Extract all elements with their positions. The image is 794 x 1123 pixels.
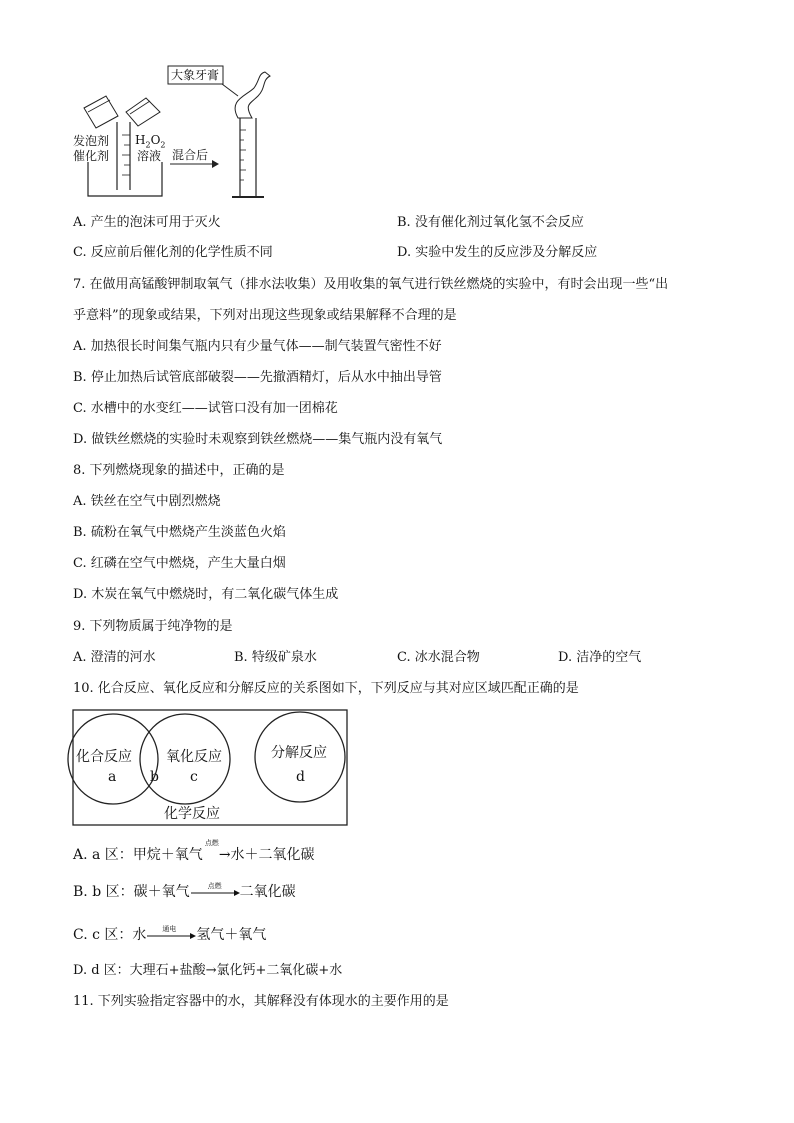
q10-option-c[interactable]: C. c 区：水 通电 氢气＋氧气 <box>73 925 267 943</box>
q6-option-d[interactable]: D. 实验中发生的反应涉及分解反应 <box>397 245 598 260</box>
long-arrow-icon <box>146 925 196 945</box>
long-arrow-icon <box>190 882 240 902</box>
condition-electrolysis: 通电 <box>162 925 177 933</box>
q6-option-a[interactable]: A. 产生的泡沫可用于灭火 <box>73 215 221 230</box>
q9-option-b[interactable]: B. 特级矿泉水 <box>234 650 317 665</box>
q7-stem-line-2: 乎意料”的现象或结果，下列对出现这些现象或结果解释不合理的是 <box>73 308 457 323</box>
q7-option-a[interactable]: A. 加热很长时间集气瓶内只有少量气体——制气装置气密性不好 <box>73 339 442 354</box>
label-solution: 溶液 <box>137 149 162 163</box>
label-catalyst: 催化剂 <box>73 149 110 163</box>
arrow-icon: → <box>218 847 231 863</box>
q9-option-d[interactable]: D. 洁净的空气 <box>558 650 642 665</box>
venn-label-a: a <box>108 769 117 785</box>
q11-stem: 11. 下列实验指定容器中的水，其解释没有体现水的主要作用的是 <box>73 994 449 1009</box>
q9-option-a[interactable]: A. 澄清的河水 <box>73 650 156 665</box>
q6-option-c[interactable]: C. 反应前后催化剂的化学性质不同 <box>73 245 273 260</box>
condition-ignite-a: 点燃 <box>204 839 219 847</box>
venn-label-combination: 化合反应 <box>76 749 132 765</box>
condition-ignite-b: 点燃 <box>207 882 222 890</box>
venn-label-d: d <box>296 769 305 785</box>
q8-option-c[interactable]: C. 红磷在空气中燃烧，产生大量白烟 <box>73 556 286 571</box>
q7-option-c[interactable]: C. 水槽中的水变红——试管口没有加一团棉花 <box>73 401 338 416</box>
q10-option-b[interactable]: B. b 区：碳＋氧气 点燃 二氧化碳 <box>73 882 296 900</box>
label-elephant-toothpaste: 大象牙膏 <box>171 68 220 82</box>
venn-label-b: b <box>150 769 159 785</box>
label-after-mixing: 混合后 <box>172 148 209 162</box>
q10-option-d[interactable]: D. d 区：大理石+盐酸→氯化钙+二氧化碳+水 <box>73 963 343 978</box>
label-foaming-agent: 发泡剂 <box>73 134 110 148</box>
q7-option-d[interactable]: D. 做铁丝燃烧的实验时未观察到铁丝燃烧——集气瓶内没有氧气 <box>73 432 443 447</box>
q8-option-d[interactable]: D. 木炭在氧气中燃烧时，有二氧化碳气体生成 <box>73 587 339 602</box>
q6-option-b[interactable]: B. 没有催化剂过氧化氢不会反应 <box>397 215 584 230</box>
q9-option-c[interactable]: C. 冰水混合物 <box>397 650 480 665</box>
q7-option-b[interactable]: B. 停止加热后试管底部破裂——先撤酒精灯，后从水中抽出导管 <box>73 370 442 385</box>
q8-option-b[interactable]: B. 硫粉在氧气中燃烧产生淡蓝色火焰 <box>73 525 286 540</box>
q8-stem: 8. 下列燃烧现象的描述中，正确的是 <box>73 463 285 478</box>
venn-label-c: c <box>190 769 198 785</box>
venn-label-oxidation: 氧化反应 <box>166 749 222 765</box>
q10-option-a[interactable]: A. a 区：甲烷＋氧气 点燃 →水＋二氧化碳 <box>73 839 315 863</box>
venn-label-decomposition: 分解反应 <box>271 745 327 761</box>
q7-stem-line-1: 7. 在做用高锰酸钾制取氧气（排水法收集）及用收集的氧气进行铁丝燃烧的实验中，有时会出现一些“出 <box>73 277 669 292</box>
q10-stem: 10. 化合反应、氧化反应和分解反应的关系图如下，下列反应与其对应区域匹配正确的是 <box>73 681 579 696</box>
q9-stem: 9. 下列物质属于纯净物的是 <box>73 619 233 634</box>
venn-label-chemical: 化学反应 <box>164 806 220 822</box>
q8-option-a[interactable]: A. 铁丝在空气中剧烈燃烧 <box>73 494 221 509</box>
label-h2o2: $H_2O_2$ <box>135 133 166 150</box>
